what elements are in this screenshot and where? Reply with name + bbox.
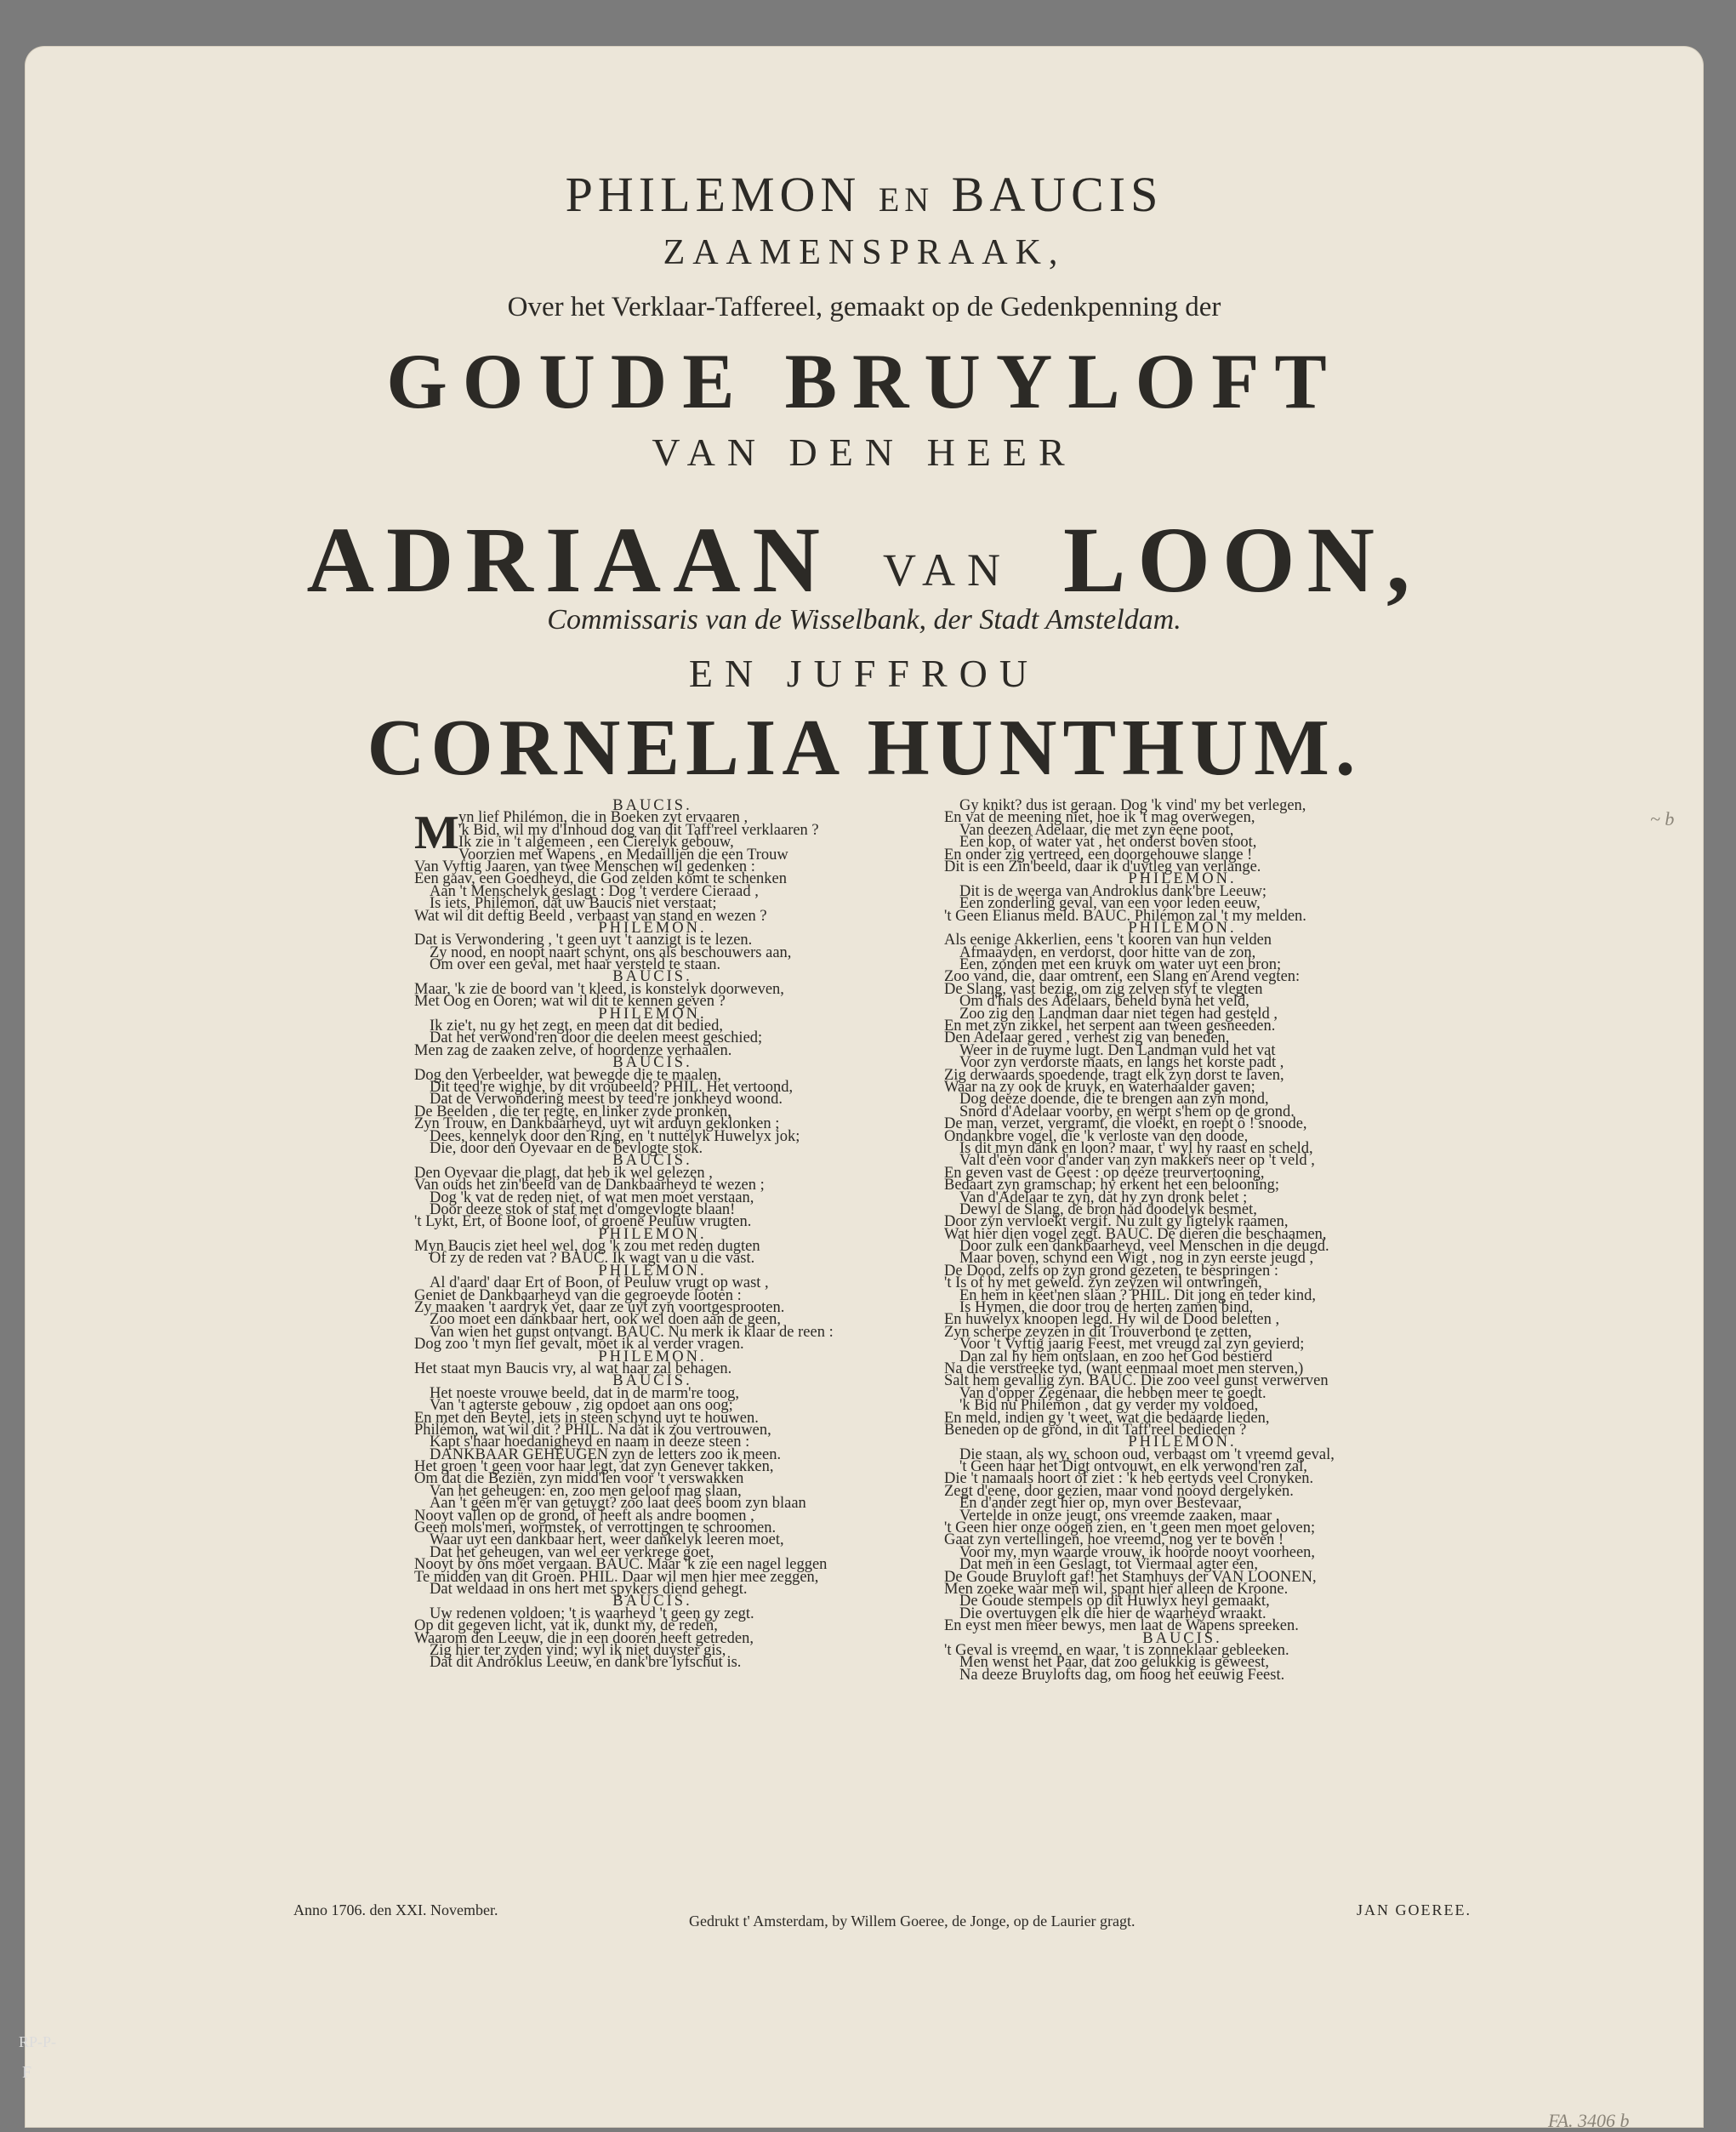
footer-printer: Gedrukt t' Amsterdam, by Willem Goeree, de Jonge, op de Laurier gragt.: [689, 1913, 1136, 1930]
museum-stamp-letter: F: [22, 2063, 32, 2082]
verse-line: Ondankbre vogel, die 'k verloste van den doode,: [944, 1127, 1249, 1145]
verse-line: Geen mols'men, wormstek, of verrottingen te schroomen.: [414, 1519, 777, 1537]
verse-line: De Goude Bruyloft gaf! het Stamhuys der VAN LOONEN,: [944, 1568, 1317, 1586]
verse-line: Men zoeke waar men wil, spant hier alleen de Kroone.: [944, 1581, 1289, 1598]
verse-line: Een, zonden met een kruyk om water uyt een bron;: [959, 956, 1282, 974]
speaker-heading: BAUCIS.: [612, 1593, 692, 1610]
verse-line: Dat de Verwondering meest by teed're jonkheyd woond.: [430, 1091, 783, 1109]
verse-line: Dat is Verwondering , 't geen uyt 't aanzigt is te lezen.: [414, 932, 753, 949]
verse-line: Maar boven, schynd een Wigt , nog in zyn eerste jeugd ,: [959, 1250, 1314, 1268]
verse-line: DANKBAAR GEHEUGEN zyn de letters zoo ik meen.: [430, 1445, 782, 1463]
verse-line: Beneden op de grond, in dit Taff'reel bedieden ?: [944, 1421, 1247, 1439]
print-sheet: [26, 47, 1703, 2131]
speaker-heading: PHILEMON.: [598, 1225, 707, 1243]
verse-line: Na deeze Bruylofts dag, om hoog het eeuwig Feest.: [959, 1666, 1285, 1684]
title-goude-bruyloft: GOUDE BRUYLOFT: [386, 338, 1342, 425]
verse-line: Zig derwaards spoedende, tragt elk zyn dorst te laven,: [944, 1066, 1284, 1084]
verse-line: Snord d'Adelaar voorby, en werpt s'hem op de grond.: [959, 1103, 1295, 1120]
verse-line: 't Geval is vreemd, en waar, 't is zonneklaar gebleeken.: [944, 1641, 1289, 1659]
verse-line: Van d'opper Zegenaar, die hebben meer te goedt.: [959, 1384, 1266, 1402]
verse-line: Den Oyevaar die plagt, dat heb ik wel gelezen ,: [414, 1164, 713, 1182]
verse-line: Van het geheugen: en, zoo men geloof mag slaan,: [430, 1482, 742, 1500]
verse-line: Wat wil dit deftig Beeld , verbaast van stand en wezen ?: [414, 907, 767, 925]
verse-line: 't Is of hy met geweld. zyn zeyzen wil ontwringen,: [944, 1274, 1262, 1292]
verse-line: 't Geen hier onze oogen zien, en 't geen men moet geloven;: [944, 1519, 1316, 1537]
verse-line: Voor my, myn waarde vrouw, ik hoorde nooyt voorheen,: [959, 1543, 1316, 1561]
verse-line: Die staan, als wy, schoon oud, verbaast om 't vreemd geval,: [959, 1445, 1335, 1463]
verse-line: Aan 't geen m'er van getuygt? zoo laat dees boom zyn blaan: [430, 1495, 806, 1513]
verse-line: Om over een geval, met haar versteld te staan.: [430, 956, 721, 974]
verse-line: De man, verzet, vergramt, die vloekt, en roept ô ! snoode,: [944, 1115, 1307, 1133]
verse-line: Nooyt by ons moet vergaan. BAUC. Maar 'k zie een nagel leggen: [414, 1556, 828, 1574]
footer-author: JAN GOEREE.: [1357, 1901, 1471, 1918]
verse-line: Dit teed're wighje, by dit vroubeeld? PHIL. Het vertoond,: [430, 1078, 794, 1096]
speaker-heading: PHILEMON.: [1128, 919, 1237, 937]
verse-line: Van wien het gunst ontvangt. BAUC. Nu merk ik klaar de reen :: [430, 1323, 834, 1341]
verse-line: Die, door den Oyevaar en de bevlogte stok.: [430, 1139, 703, 1157]
verse-line: Valt d'een voor d'ander van zyn makkers neer op 't veld ,: [959, 1152, 1315, 1170]
speaker-heading: BAUCIS.: [612, 797, 692, 814]
verse-line: Kapt s'haar hoedanigheyd en naam in deeze steen :: [430, 1434, 750, 1451]
poem-column-left: [414, 797, 891, 1672]
museum-stamp: RP-P-: [19, 2033, 57, 2050]
verse-line: Voorzien met Wapens , en Medailljen die een Trouw: [458, 846, 788, 864]
verse-line: Dit is een Zin'beeld, daar ik d'uytleg van verlange.: [944, 858, 1261, 875]
verse-line: Nooyt vallen op de grond, of heeft als andre boomen ,: [414, 1507, 754, 1525]
verse-line: Gaat zyn vertellingen, hoe vreemd, nog ver te boven !: [944, 1531, 1284, 1549]
verse-line: Dan zal hy hem ontslaan, en zoo het God bestierd: [959, 1348, 1272, 1365]
verse-line: Op dit gegeven licht, vat ik, dunkt my, de reden,: [414, 1617, 718, 1635]
verse-line: Voor zyn verdorste maats, en langs het korste padt ,: [959, 1054, 1284, 1072]
verse-line: En met den Beytel, iets in steen schynd uyt te houwen.: [414, 1409, 759, 1427]
verse-line: 'k Bid nu Philémon , dat gy verder my voldoed,: [959, 1397, 1259, 1415]
verse-line: 't Geen Elianus meld. BAUC. Philémon zal 't my melden.: [944, 907, 1306, 925]
verse-line: Dat men in een Geslagt, tot Viermaal agter een,: [959, 1556, 1258, 1574]
verse-line: Of zy de reden vat ? BAUC. Ik wagt van u die vast.: [430, 1250, 755, 1268]
verse-line: Van d'Adelaar te zyn, dat hy zyn dronk belet ;: [959, 1189, 1248, 1206]
verse-line: Zegt d'eene, door gezien, maar vond nooyd dergelyken.: [944, 1482, 1294, 1500]
title-zaamenspraak: ZAAMENSPRAAK,: [663, 233, 1066, 272]
verse-line: Het groen 't geen voor haar legt, dat zyn Genever takken,: [414, 1458, 774, 1476]
speaker-heading: PHILEMON.: [598, 919, 707, 937]
verse-line: Zyn Trouw, en Dankbaarheyd, uyt wit arduyn geklonken ;: [414, 1115, 780, 1133]
verse-line: Dog deeze doende, die te brengen aan zyn mond,: [959, 1091, 1269, 1109]
speaker-heading: PHILEMON.: [598, 1262, 707, 1280]
title-adriaan-van-loon: ADRIAAN VAN LOON,: [306, 508, 1422, 612]
speaker-heading: BAUCIS.: [612, 1054, 692, 1072]
speaker-heading: PHILEMON.: [598, 1005, 707, 1023]
verse-line: Ik zie in 't algemeen , een Cierelyk gebouw,: [458, 834, 734, 852]
speaker-heading: BAUCIS.: [1142, 1629, 1222, 1647]
verse-line: Zy maaken 't aardryk vet, daar ze uyt zyn voortgesprooten.: [414, 1299, 785, 1317]
verse-line: En met zyn zikkel, het serpent aan tween gesneeden.: [944, 1018, 1276, 1035]
verse-line: Is dit myn dank en loon? maar, t' wyl hy raast en scheld,: [959, 1139, 1313, 1157]
verse-line: Het staat myn Baucis vry, al wat haar zal behagen.: [414, 1360, 732, 1377]
verse-line: Uw redenen voldoen; 't is waarheyd 't geen gy zegt.: [430, 1605, 754, 1622]
verse-line: Van ouds het zin'beeld van de Dankbaarheyd te wezen ;: [414, 1177, 765, 1194]
verse-line: Zyn scherpe zeyzen in dit Trouverbond te zetten,: [944, 1323, 1252, 1341]
verse-line: Dat weldaad in ons hert met spykers diend gehegt.: [430, 1581, 748, 1598]
verse-line: yn lief Philémon, die in Boeken zyt ervaaren ,: [458, 809, 748, 827]
verse-line: Al d'aard' daar Ert of Boon, of Peuluw vrugt op wast ,: [430, 1274, 769, 1292]
verse-line: Om d'hals des Adelaars, beheld byna het veld,: [959, 993, 1249, 1011]
verse-line: Een kop, of water vat , het onderst boven stoot,: [959, 834, 1257, 852]
verse-line: Geniet de Dankbaarheyd van die gegroeyde looten :: [414, 1286, 742, 1304]
verse-line: 't Lykt, Ert, of Boone loof, of groene Peuluw vrugten.: [414, 1213, 752, 1231]
verse-line: En hem in keet'nen slaan ? PHIL. Dit jong en teder kind,: [959, 1286, 1316, 1304]
verse-line: Zoo zig den Landman daar niet tegen had gesteld ,: [959, 1005, 1278, 1023]
verse-line: Zoo moet een dankbaar hert, ook wel doen aan de geen,: [430, 1311, 781, 1329]
poem-column-right: [944, 797, 1420, 1684]
speaker-heading: PHILEMON.: [1128, 1434, 1237, 1451]
verse-line: Voor 't Vyftig jaarig Feest, met vreugd zal zyn gevierd;: [959, 1336, 1305, 1354]
speaker-heading: BAUCIS.: [612, 968, 692, 986]
verse-line: Dog 'k vat de reden niet, of wat men moet verstaan,: [430, 1189, 754, 1206]
title-cornelia-hunthum: CORNELIA HUNTHUM.: [367, 704, 1362, 792]
verse-line: Van Vyftig Jaaren, van twee Menschen wil gedenken :: [414, 858, 755, 875]
verse-line: Bedaart zyn gramschap; hy erkent het een belooning;: [944, 1177, 1280, 1194]
verse-line: Dat het verwond'ren door die deelen meest geschied;: [430, 1029, 763, 1047]
margin-annotation: ~ b: [1650, 808, 1675, 829]
verse-line: 'k Bid, wil my d'Inhoud dog van dit Taff'reel verklaaren ?: [458, 821, 819, 839]
verse-line: Die 't namaals hoort of ziet : 'k heb eertyds veel Cronyken.: [944, 1470, 1314, 1488]
drop-cap: M: [414, 807, 459, 860]
verse-line: Dit is de weerga van Androklus dank'bre Leeuw;: [959, 882, 1267, 900]
verse-line: Door deeze stok of staf met d'omgevlogte blaan!: [430, 1200, 736, 1218]
speaker-heading: PHILEMON.: [1128, 870, 1237, 888]
verse-line: Om dat die Beziën, zyn midd'len voor 't verswakken: [414, 1470, 744, 1488]
verse-line: Zy nood, en noopt naart schynt, ons als beschouwers aan,: [430, 943, 792, 961]
title-line-1: PHILEMON EN BAUCIS: [565, 167, 1164, 222]
verse-line: Myn Baucis ziet heel wel, dog 'k zou met reden dugten: [414, 1238, 760, 1256]
verse-line: Zig hier ter zyden vind; wyl ik niet duyster gis,: [430, 1641, 726, 1659]
verse-line: De Dood, zelfs op zyn grond gezeten, te bespringen :: [944, 1262, 1278, 1280]
verse-line: Als eenige Akkerlien, eens 't kooren van hun velden: [944, 932, 1272, 949]
verse-line: Zoo vand, die, daar omtrent, een Slang en Arend vegten:: [944, 968, 1301, 986]
inventory-number: FA. 3406 b: [1548, 2110, 1630, 2131]
verse-line: Dat dit Androklus Leeuw, en dank'bre lyfschut is.: [430, 1654, 742, 1672]
verse-line: Het noeste vrouwe beeld, dat in de marm're toog,: [430, 1384, 739, 1402]
verse-line: En onder zig vertreed, een doorgehouwe slange !: [944, 846, 1253, 864]
verse-line: Dewyl de Slang, de bron had doodelyk besmet,: [959, 1200, 1257, 1218]
verse-line: Men wenst het Paar, dat zoo gelukkig is geweest,: [959, 1654, 1270, 1672]
verse-line: En eyst men meer bewys, men laat de Wapens spreeken.: [944, 1617, 1299, 1635]
verse-line: En meld, indien gy 't weet, wat die bedaarde lieden,: [944, 1409, 1270, 1427]
verse-line: Door zyn vervloekt vergif. Nu zult gy ligtelyk raamen,: [944, 1213, 1289, 1231]
verse-line: Waarom den Leeuw, die in een dooren heeft getreden,: [414, 1629, 754, 1647]
title-en-juffrou: EN JUFFROU: [688, 652, 1040, 695]
verse-line: De Beelden , die ter regte, en linker zyde pronken,: [414, 1103, 731, 1120]
verse-line: Van deezen Adelaar, die met zyn eene poot,: [959, 821, 1234, 839]
verse-line: Philémon, wat wil dit ? PHIL. Na dat ik zou vertrouwen,: [414, 1421, 771, 1439]
title-subtitle: Over het Verklaar-Taffereel, gemaakt op de Gedenkpenning der: [507, 292, 1221, 322]
verse-line: Salt hem gevallig zyn. BAUC. Die zoo veel gunst verwerven: [944, 1372, 1329, 1390]
verse-line: Na die verstreeke tyd, (want eenmaal moet men sterven,): [944, 1360, 1304, 1377]
verse-line: Maar, 'k zie de boord van 't kleed, is konstelyk doorweven,: [414, 980, 784, 998]
verse-line: Waar uyt een dankbaar hert, weer dankelyk leeren moet,: [430, 1531, 784, 1549]
verse-line: Dat het geheugen, van wel eer verkrege goet,: [430, 1543, 714, 1561]
verse-line: Men zag de zaaken zelve, of hoordenze verhaalen.: [414, 1041, 732, 1059]
verse-line: De Goude stempels op dit Huwlyx heyl gemaakt,: [959, 1593, 1270, 1610]
title-van-den-heer: VAN DEN HEER: [652, 430, 1077, 474]
verse-line: En d'ander zegt hier op, myn over Bestevaar,: [959, 1495, 1242, 1513]
verse-line: Die overtuygen elk die hier de waarheyd wraakt.: [959, 1605, 1266, 1622]
verse-line: Is iets, Philémon, dat uw Baucis niet verstaat;: [430, 895, 717, 913]
verse-line: Weer in de ruyme lugt. Den Landman vuld het vat: [959, 1041, 1276, 1059]
verse-line: Te midden van dit Groen. PHIL. Daar wil men hier mee zeggen,: [414, 1568, 819, 1586]
verse-line: 't Geen haar het Digt ontvouwt, en elk verwond'ren zal,: [959, 1458, 1307, 1476]
footer-date: Anno 1706. den XXI. November.: [293, 1901, 498, 1918]
speaker-heading: BAUCIS.: [612, 1372, 692, 1390]
verse-line: Wat hier dien vogel zegt. BAUC. De dieren die beschaamen,: [944, 1225, 1327, 1243]
verse-line: Van 't agterste gebouw , zig opdoet aan ons oog;: [430, 1397, 733, 1415]
verse-line: Den Adelaar gered , verhest zig van beneden,: [944, 1029, 1230, 1047]
verse-line: En huwelyx knoopen legd. Hy wil de Dood beletten ,: [944, 1311, 1280, 1329]
verse-line: Dees, kennelyk door den Ring, en 't nuttelyk Huwelyx jok;: [430, 1127, 800, 1145]
verse-line: En vat de meening niet, hoe ik 't mag overwegen,: [944, 809, 1255, 827]
verse-line: Met Oog en Ooren; wat wil dit te kennen geven ?: [414, 993, 726, 1011]
verse-line: Ik zie't, nu gy het zegt, en meen dat dit bedied,: [430, 1018, 723, 1035]
verse-line: Dog den Verbeelder, wat bewegde die te maalen,: [414, 1066, 722, 1084]
speaker-heading: BAUCIS.: [612, 1152, 692, 1170]
verse-line: Afmaayden, en verdorst, door hitte van de zon,: [959, 943, 1256, 961]
verse-line: Een gaav, een Goedheyd, die God zelden komt te schenken: [414, 870, 788, 888]
verse-line: Een zonderling geval, van een voor leden eeuw,: [959, 895, 1261, 913]
verse-line: Gy knikt? dus ist geraan. Dog 'k vind' my bet verlegen,: [959, 797, 1306, 814]
verse-line: Aan 't Menschelyk geslagt : Dog 't verdere Cieraad ,: [430, 882, 759, 900]
title-commissaris: Commissaris van de Wisselbank, der Stadt Amsteldam.: [547, 604, 1181, 636]
speaker-heading: PHILEMON.: [598, 1348, 707, 1365]
verse-line: Vertelde in onze jeugt, ons vreemde zaaken, maar ,: [959, 1507, 1280, 1525]
verse-line: De Slang, vast bezig, om zig zelven styf te vlegten: [944, 980, 1263, 998]
verse-line: Dog zoo 't myn lief gevalt, moet ik al verder vragen.: [414, 1336, 744, 1354]
verse-line: Waar na zy ook de kruyk, en waterhaalder gaven;: [944, 1078, 1255, 1096]
verse-line: Is Hymen, die door trou de herten zamen bind,: [959, 1299, 1254, 1317]
verse-line: En geven vast de Geest : op deeze treurvertooning,: [944, 1164, 1265, 1182]
verse-line: Door zulk een dankbaarheyd, veel Menschen in die deugd.: [959, 1238, 1329, 1256]
